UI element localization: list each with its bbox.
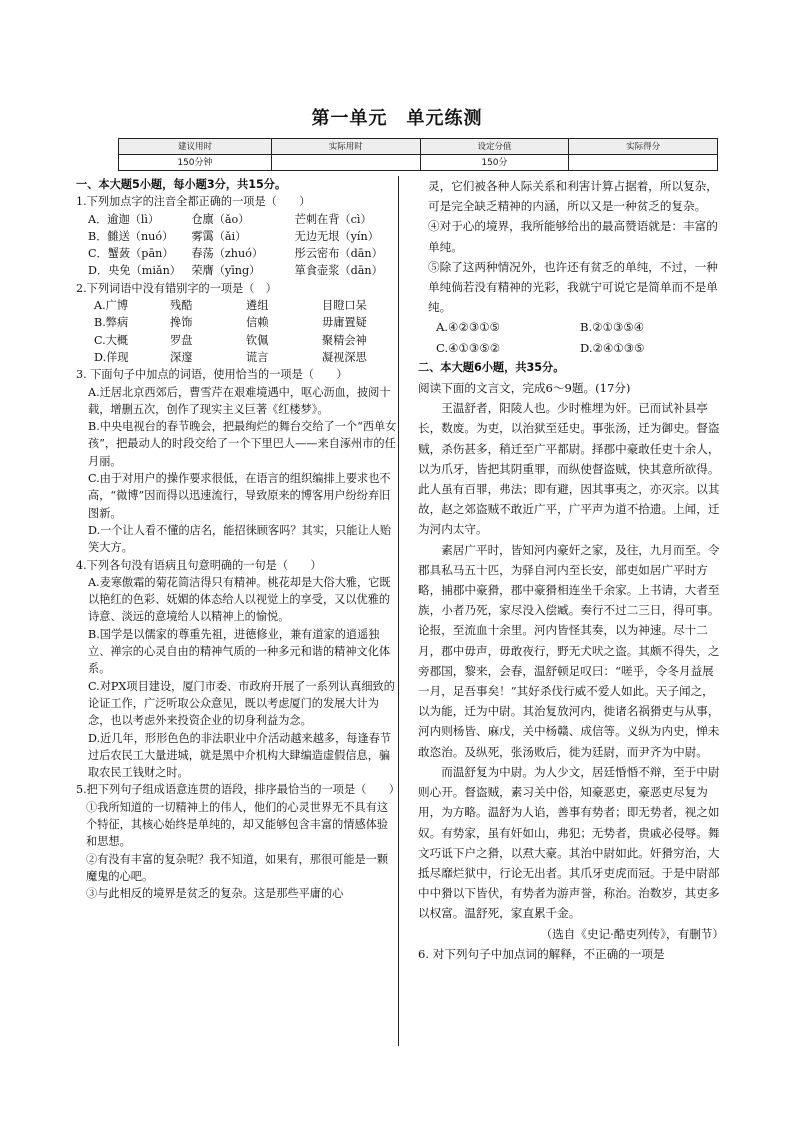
option-text: D.近几年，形形色色的非法职业中介活动越来越多，每逢春节过后农民工大量进城，就是黑中介机构大肆编造虚假信息，骗取农民工钱财之时。 <box>88 731 392 780</box>
option: 雾霭（ǎi） <box>191 229 247 243</box>
option: B．雠送（nuó） <box>88 229 174 243</box>
question-stem: 3. 下面句子中加点的词语，使用恰当的一项是（ ） <box>76 368 348 382</box>
table-cell <box>271 155 420 171</box>
option-row <box>76 245 398 262</box>
option: A．逾迦（lì） <box>88 212 160 226</box>
sentence-item: ⑤除了这两种情况外，也许还有贫乏的单纯，不过，一种单纯倘若没有精神的光彩，我就宁可说它是简单而不是单纯。 <box>428 259 718 315</box>
question-stem: 6. 对下列句子中加点词的解释，不正确的一项是 <box>418 946 665 961</box>
table-header-row <box>119 139 718 155</box>
option-text: D.一个让人看不懂的店名，能招徕顾客吗？其实，只能让人贻笑大方。 <box>88 523 392 555</box>
passage-source: （选自《史记·酷吏列传》，有删节） <box>540 926 724 941</box>
sentence-item: 灵，它们被各种人际关系和利害计算占据着，所以复杂，可是完全缺乏精神的内涵，所以又是一种贫乏的复杂。 <box>428 179 718 214</box>
table-header-cell: 实际用时 <box>271 139 420 155</box>
left-column <box>76 176 398 902</box>
option-row <box>76 332 398 349</box>
sentence-item: ④对于心的境界，我所能够给出的最高赞语就是：丰富的单纯。 <box>428 219 718 254</box>
option: 罗盘 <box>170 333 193 347</box>
option: C．蟹蔹（pān） <box>88 247 174 261</box>
passage-paragraph: 素居广平时，皆知河内豪奸之家，及往，九月而至。令郡具私马五十匹，为驿自河内至长安，部吏如居广平时方略，捕郡中豪猾，郡中豪猾相连坐千余家。上书请，大者至族，小者乃死，家尽没入偿臧。奏行不过二三日，得可事。论报，至流血十余里。河内皆怪其奏，以为神速。尽十二月，郡中毋声，毋敢夜行，野无犬吠之盗。其颇不得失，之旁郡国，黎来，会春，温舒顿足叹曰：“嗟乎，令冬月益展一月，足吾事矣！”其好杀伐行威不爱人如此。天子闻之，以为能，迁为中尉。其治复放河内，徙诸名祸猾吏与从事，河内则杨皆、麻戊，关中杨赣、成信等。义纵为内史，惮未敢恣治。及纵死，张汤败后，徙为廷尉，而尹齐为中尉。 <box>418 542 720 759</box>
section-heading: 二、本大题6小题，共35分。 <box>418 360 565 374</box>
option: D.②④①③⑤ <box>580 340 645 355</box>
option: 聚精会神 <box>322 333 367 347</box>
option: 春荡（zhuó） <box>191 247 264 261</box>
option: B.②①③⑤④ <box>580 320 645 335</box>
option: 仓廪（ǎo） <box>191 212 250 226</box>
option: 箪食壶浆（dān） <box>294 264 383 278</box>
option-row <box>76 211 398 228</box>
question-stem: 5.把下列句子组成语意连贯的语段，排序最恰当的一项是（ ） <box>76 783 400 797</box>
option-text: B.中央电视台的春节晚会，把最绚烂的舞台交给了一个“西单女孩”，把最动人的时段交给了一个下里巴人——来自涿州市的任月丽。 <box>88 420 397 468</box>
table-header-cell: 实际得分 <box>569 139 718 155</box>
option-text: A.麦寒傲霜的菊花简洁得只有精神。桃花却是大俗大雅，它既以艳红的色彩、妩媚的体态给人以视觉上的享受，又以优雅的诗意、淡远的意境给人以精神上的愉悦。 <box>88 575 391 624</box>
column-divider <box>398 176 399 1046</box>
option: 目瞪口呆 <box>322 299 367 313</box>
option: 无边无垠（yín） <box>294 229 379 243</box>
option-text: C.对PX项目建设，厦门市委、市政府开展了一系列认真细致的论证工作，广泛听取公众意见，既以考虑厦门的发展大计为念，也以考虑外来投资企业的切身利益为念。 <box>88 679 395 728</box>
sentence-item: ③与此相反的境界是贫乏的复杂。这是那些平庸的心 <box>86 887 344 901</box>
option: B.弊病 <box>94 316 129 330</box>
option: 深邃 <box>170 350 193 364</box>
option: 遴组 <box>246 299 269 313</box>
table-cell: 150分钟 <box>119 155 272 171</box>
table-row <box>119 155 718 171</box>
right-column <box>418 176 724 964</box>
table-header-cell: 设定分值 <box>420 139 569 155</box>
option: 残酷 <box>170 299 193 313</box>
option: 谎言 <box>246 350 269 364</box>
option-row <box>76 314 398 331</box>
option-row <box>76 262 398 279</box>
option: D.佯现 <box>94 350 129 364</box>
reading-intro: 阅读下面的文言文，完成6～9题。(17分) <box>418 381 631 396</box>
option: C.大概 <box>94 333 129 347</box>
passage-paragraph: 而温舒复为中尉。为人少文，居廷惛惛不辩，至于中尉则心开。督盗贼，素习关中俗，知豪恶吏，豪恶吏尽复为用，为方略。温舒为人谄，善事有势者；即无势者，视之如奴。有势家，虽有奸如山，弗犯；无势者，贵戚必侵辱。舞文巧诋下户之猾，以焄大豪。其治中尉如此。奸猾穷治，大抵尽靡烂狱中，行论无出者。其爪牙吏虎而冠。于是中尉部中中猾以下皆伏，有势者为游声誉，称治。治数岁，其吏多以权富。温舒死，家直累千金。 <box>418 764 720 921</box>
question-stem: 4.下列各句没有语病且句意明确的一句是（ ） <box>76 558 322 572</box>
option: A.④②③①⑤ <box>436 320 501 335</box>
passage-paragraph: 王温舒者，阳陵人也。少时椎埋为奸。已而试补县亭长，数废。为吏，以治狱至廷史。事张汤，迁为御史。督盗贼，杀伤甚多，稍迁至广平都尉。择郡中豪敢任吏十余人，以为爪牙，皆把其阴重罪，而纵使督盗贼，快其意所欲得。此人虽有百罪，弗法；即有避，因其事夷之，亦灭宗。以其故，赵之郊盗贼不敢近广平，广平声为道不拾遗。上闻，迁为河内太守。 <box>418 401 720 537</box>
table-header-cell: 建议用时 <box>119 139 272 155</box>
option: 搀饰 <box>170 316 193 330</box>
page-title: 第一单元 单元练测 <box>311 108 483 129</box>
option: 钦佩 <box>246 333 269 347</box>
option: 芒刺在背（cì） <box>294 212 372 226</box>
question-stem: 1.下列加点字的注音全都正确的一项是（ ） <box>76 195 311 209</box>
table-cell: 150分 <box>420 155 569 171</box>
option-text: B.国学是以儒家的尊重先祖，进德修业，兼有道家的逍遥独立、禅宗的心灵自由的精神气质的一种多元和谐的精神文化体系。 <box>88 627 391 676</box>
sentence-item: ②有没有丰富的复杂呢？我不知道，如果有，那很可能是一颗魔鬼的心吧。 <box>86 852 389 883</box>
option-row <box>76 297 398 314</box>
info-table <box>118 138 718 171</box>
option: C.④①③⑤② <box>436 340 501 355</box>
option: 彤云密布（dān） <box>294 247 383 261</box>
option-row <box>418 338 724 358</box>
option-text: C.由于对用户的操作要求很低，在语言的组织编排上要求也不高，“微博”因而得以迅速流行，导致原来的博客用户纷纷弃旧图新。 <box>88 472 391 520</box>
sentence-item: ①我所知道的一切精神上的伟人，他们的心灵世界无不具有这个特征，其核心始终是单纯的，却又能够包含丰富的情感体验和思想。 <box>86 800 389 849</box>
option: 信赖 <box>246 316 269 330</box>
option: 毋庸置疑 <box>322 316 367 330</box>
option-row <box>418 317 724 337</box>
option: A.广博 <box>94 299 129 313</box>
table-cell <box>569 155 718 171</box>
option: 凝视深思 <box>322 350 367 364</box>
section-heading: 一、本大题5小题，每小题3分，共15分。 <box>76 178 287 191</box>
question-stem: 2.下列词语中没有错别字的一项是（ ） <box>76 281 277 295</box>
option: 荣膺（yīng） <box>191 264 261 278</box>
option-row <box>76 228 398 245</box>
option-row <box>76 349 398 366</box>
option: D．央免（miǎn） <box>88 264 181 278</box>
option-text: A.迁居北京西郊后，曹雪芹在艰难境遇中，呕心沥血，披阅十载，增删五次，创作了现实主义巨著《红楼梦》。 <box>88 385 391 416</box>
